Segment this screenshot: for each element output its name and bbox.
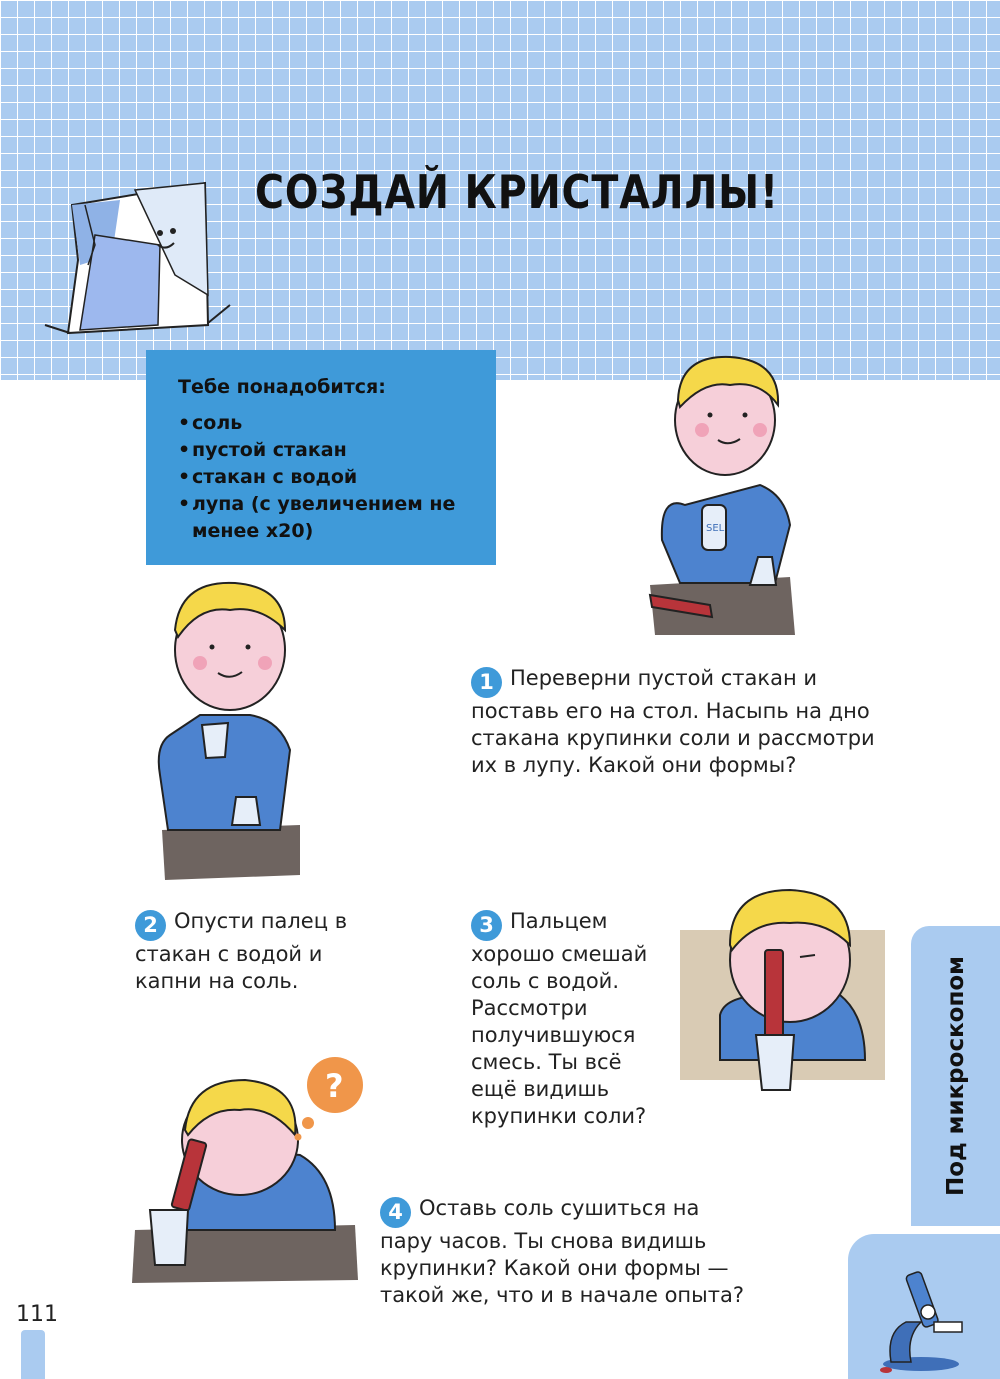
step-number-badge: 1 xyxy=(471,667,502,698)
page-number: 111 xyxy=(16,1302,58,1327)
boy-salt-shaker-illustration xyxy=(650,345,820,635)
supplies-heading: Тебе понадобится: xyxy=(178,376,386,398)
boy-thinking-illustration xyxy=(130,1055,370,1285)
page-edge-marker xyxy=(21,1330,45,1379)
section-side-tab-label: Под микроскопом xyxy=(942,956,969,1196)
crystal-character-illustration xyxy=(40,175,240,335)
step-1 xyxy=(471,665,901,779)
step-text: Оставь соль сушиться на пару часов. Ты снова видишь крупинки? Какой они формы — такой же, что и в начале опыта? xyxy=(380,1196,744,1307)
step-text: Переверни пустой стакан и поставь его на стол. Насыпь на дно стакана крупинки соли и рассмотри их в лупу. Какой они формы? xyxy=(471,666,875,777)
supplies-list xyxy=(178,410,482,545)
page-title: СОЗДАЙ КРИСТАЛЛЫ! xyxy=(255,165,779,219)
step-number-badge: 4 xyxy=(380,1197,411,1228)
boy-glass-illustration xyxy=(140,575,310,885)
microscope-icon xyxy=(876,1252,966,1372)
boy-magnifier-illustration xyxy=(680,885,890,1105)
step-text: Опусти палец в стакан с водой и капни на соль. xyxy=(135,909,348,993)
supply-item: • соль xyxy=(178,410,482,437)
step-number-badge: 2 xyxy=(135,910,166,941)
supplies-box xyxy=(146,350,496,565)
step-4 xyxy=(380,1195,750,1309)
supply-item: • пустой стакан xyxy=(178,437,482,464)
supply-item: • стакан с водой xyxy=(178,464,482,491)
step-2 xyxy=(135,908,350,995)
step-3 xyxy=(471,908,661,1130)
microscope-corner-tab xyxy=(848,1234,1000,1379)
section-side-tab[interactable] xyxy=(911,926,1000,1226)
shaker-label: SEL xyxy=(706,523,725,534)
step-number-badge: 3 xyxy=(471,910,502,941)
question-mark: ? xyxy=(325,1067,344,1105)
supply-item: • лупа (с увеличением не менее х20) xyxy=(178,491,482,545)
step-text: Пальцем хорошо смешай соль с водой. Рассмотри получившуюся смесь. Ты всё ещё видишь крупинки соли? xyxy=(471,909,648,1128)
